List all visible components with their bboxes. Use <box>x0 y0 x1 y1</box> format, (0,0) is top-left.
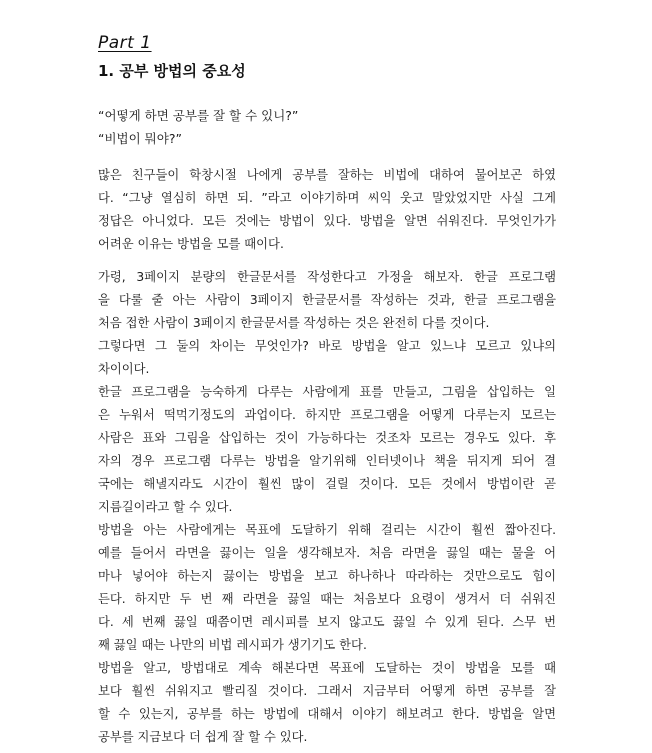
text-line: 할 수 있는지, 공부를 하는 방법에 대해서 이야기 해보려고 한다. 방법을 알면 <box>98 707 556 721</box>
text-line: 든다. 하지만 두 번 째 라면을 끓일 때는 처음보다 요령이 생겨서 더 쉬워진 <box>98 592 556 606</box>
text-line: 지름길이라고 할 수 있다. <box>98 500 233 514</box>
text-line: 은 누워서 떡먹기정도의 과업이다. 하지만 프로그램을 어떻게 다루는지 모르는 <box>98 408 556 422</box>
opening-quotes <box>98 104 568 150</box>
text-line: 그렇다면 그 둘의 차이는 무엇인가? 바로 방법을 알고 있느냐 모르고 있냐의 <box>98 339 556 353</box>
text-line: 많은 친구들이 학창시절 나에게 공부를 잘하는 비법에 대하여 물어보곤 하였 <box>98 168 556 182</box>
text-line: 사람은 표와 그림을 삽입하는 것이 가능하다는 것조차 모르는 경우도 있다. 후 <box>98 431 556 445</box>
text-line: 보다 훨씬 쉬워지고 빨리질 것이다. 그래서 지금부터 어떻게 하면 공부를 잘 <box>98 684 556 698</box>
text-line: 한글 프로그램을 능숙하게 다루는 사람에게 표를 만들고, 그림을 삽입하는 일 <box>98 385 556 399</box>
quote-line: “어떻게 하면 공부를 잘 할 수 있니?” <box>98 108 299 123</box>
part-heading: Part 1 <box>98 33 152 53</box>
text-line: 가령, 3페이지 분량의 한글문서를 작성한다고 가정을 해보자. 한글 프로그램 <box>98 270 556 284</box>
text-line: 째 끓일 때는 나만의 비법 레시피가 생기기도 한다. <box>98 638 367 652</box>
text-line: 예를 들어서 라면을 끓이는 일을 생각해보자. 처음 라면을 끓일 때는 물을 어 <box>98 546 556 560</box>
paragraph-1 <box>98 164 556 256</box>
text-line: 공부를 지금보다 더 쉽게 잘 할 수 있다. <box>98 730 308 744</box>
section-title: 1. 공부 방법의 중요성 <box>98 62 246 80</box>
text-line: 자의 경우 프로그램 다루는 방법을 알기위해 인터넷이나 책을 뒤지게 되어 결 <box>98 454 556 468</box>
text-line: 처음 접한 사람이 3페이지 한글문서를 작성하는 것은 완전히 다를 것이다. <box>98 316 490 330</box>
text-line: 방법을 알고, 방법대로 계속 해본다면 목표에 도달하는 것이 방법을 모를 때 <box>98 661 556 675</box>
text-line: 다. “그냥 열심히 하면 되. ”라고 이야기하며 씨익 웃고 말았었지만 사실 그게 <box>98 191 556 205</box>
text-line: 국에는 해낼지라도 시간이 훨씬 많이 걸릴 것이다. 모든 것에서 방법이란 곧 <box>98 477 556 491</box>
text-line: 다. 세 번째 끓일 때쯤이면 레시피를 보지 않고도 끓일 수 있게 된다. 스무 번 <box>98 615 556 629</box>
text-line: 마나 넣어야 하는지 끓이는 방법을 보고 하나하나 따라하는 것만으로도 힘이 <box>98 569 556 583</box>
paragraph-2 <box>98 266 556 749</box>
text-line: 정답은 아니었다. 모든 것에는 방법이 있다. 방법을 알면 쉬워진다. 무엇인가가 <box>98 214 556 228</box>
text-line: 방법을 아는 사람에게는 목표에 도달하기 위해 걸리는 시간이 훨씬 짧아진다. <box>98 523 556 537</box>
quote-line: “비법이 뭐야?” <box>98 131 182 146</box>
text-line: 어려운 이유는 방법을 모를 때이다. <box>98 237 284 251</box>
text-line: 차이이다. <box>98 362 150 376</box>
text-line: 을 다룰 줄 아는 사람이 3페이지 한글문서를 작성하는 것과, 한글 프로그램을 <box>98 293 556 307</box>
